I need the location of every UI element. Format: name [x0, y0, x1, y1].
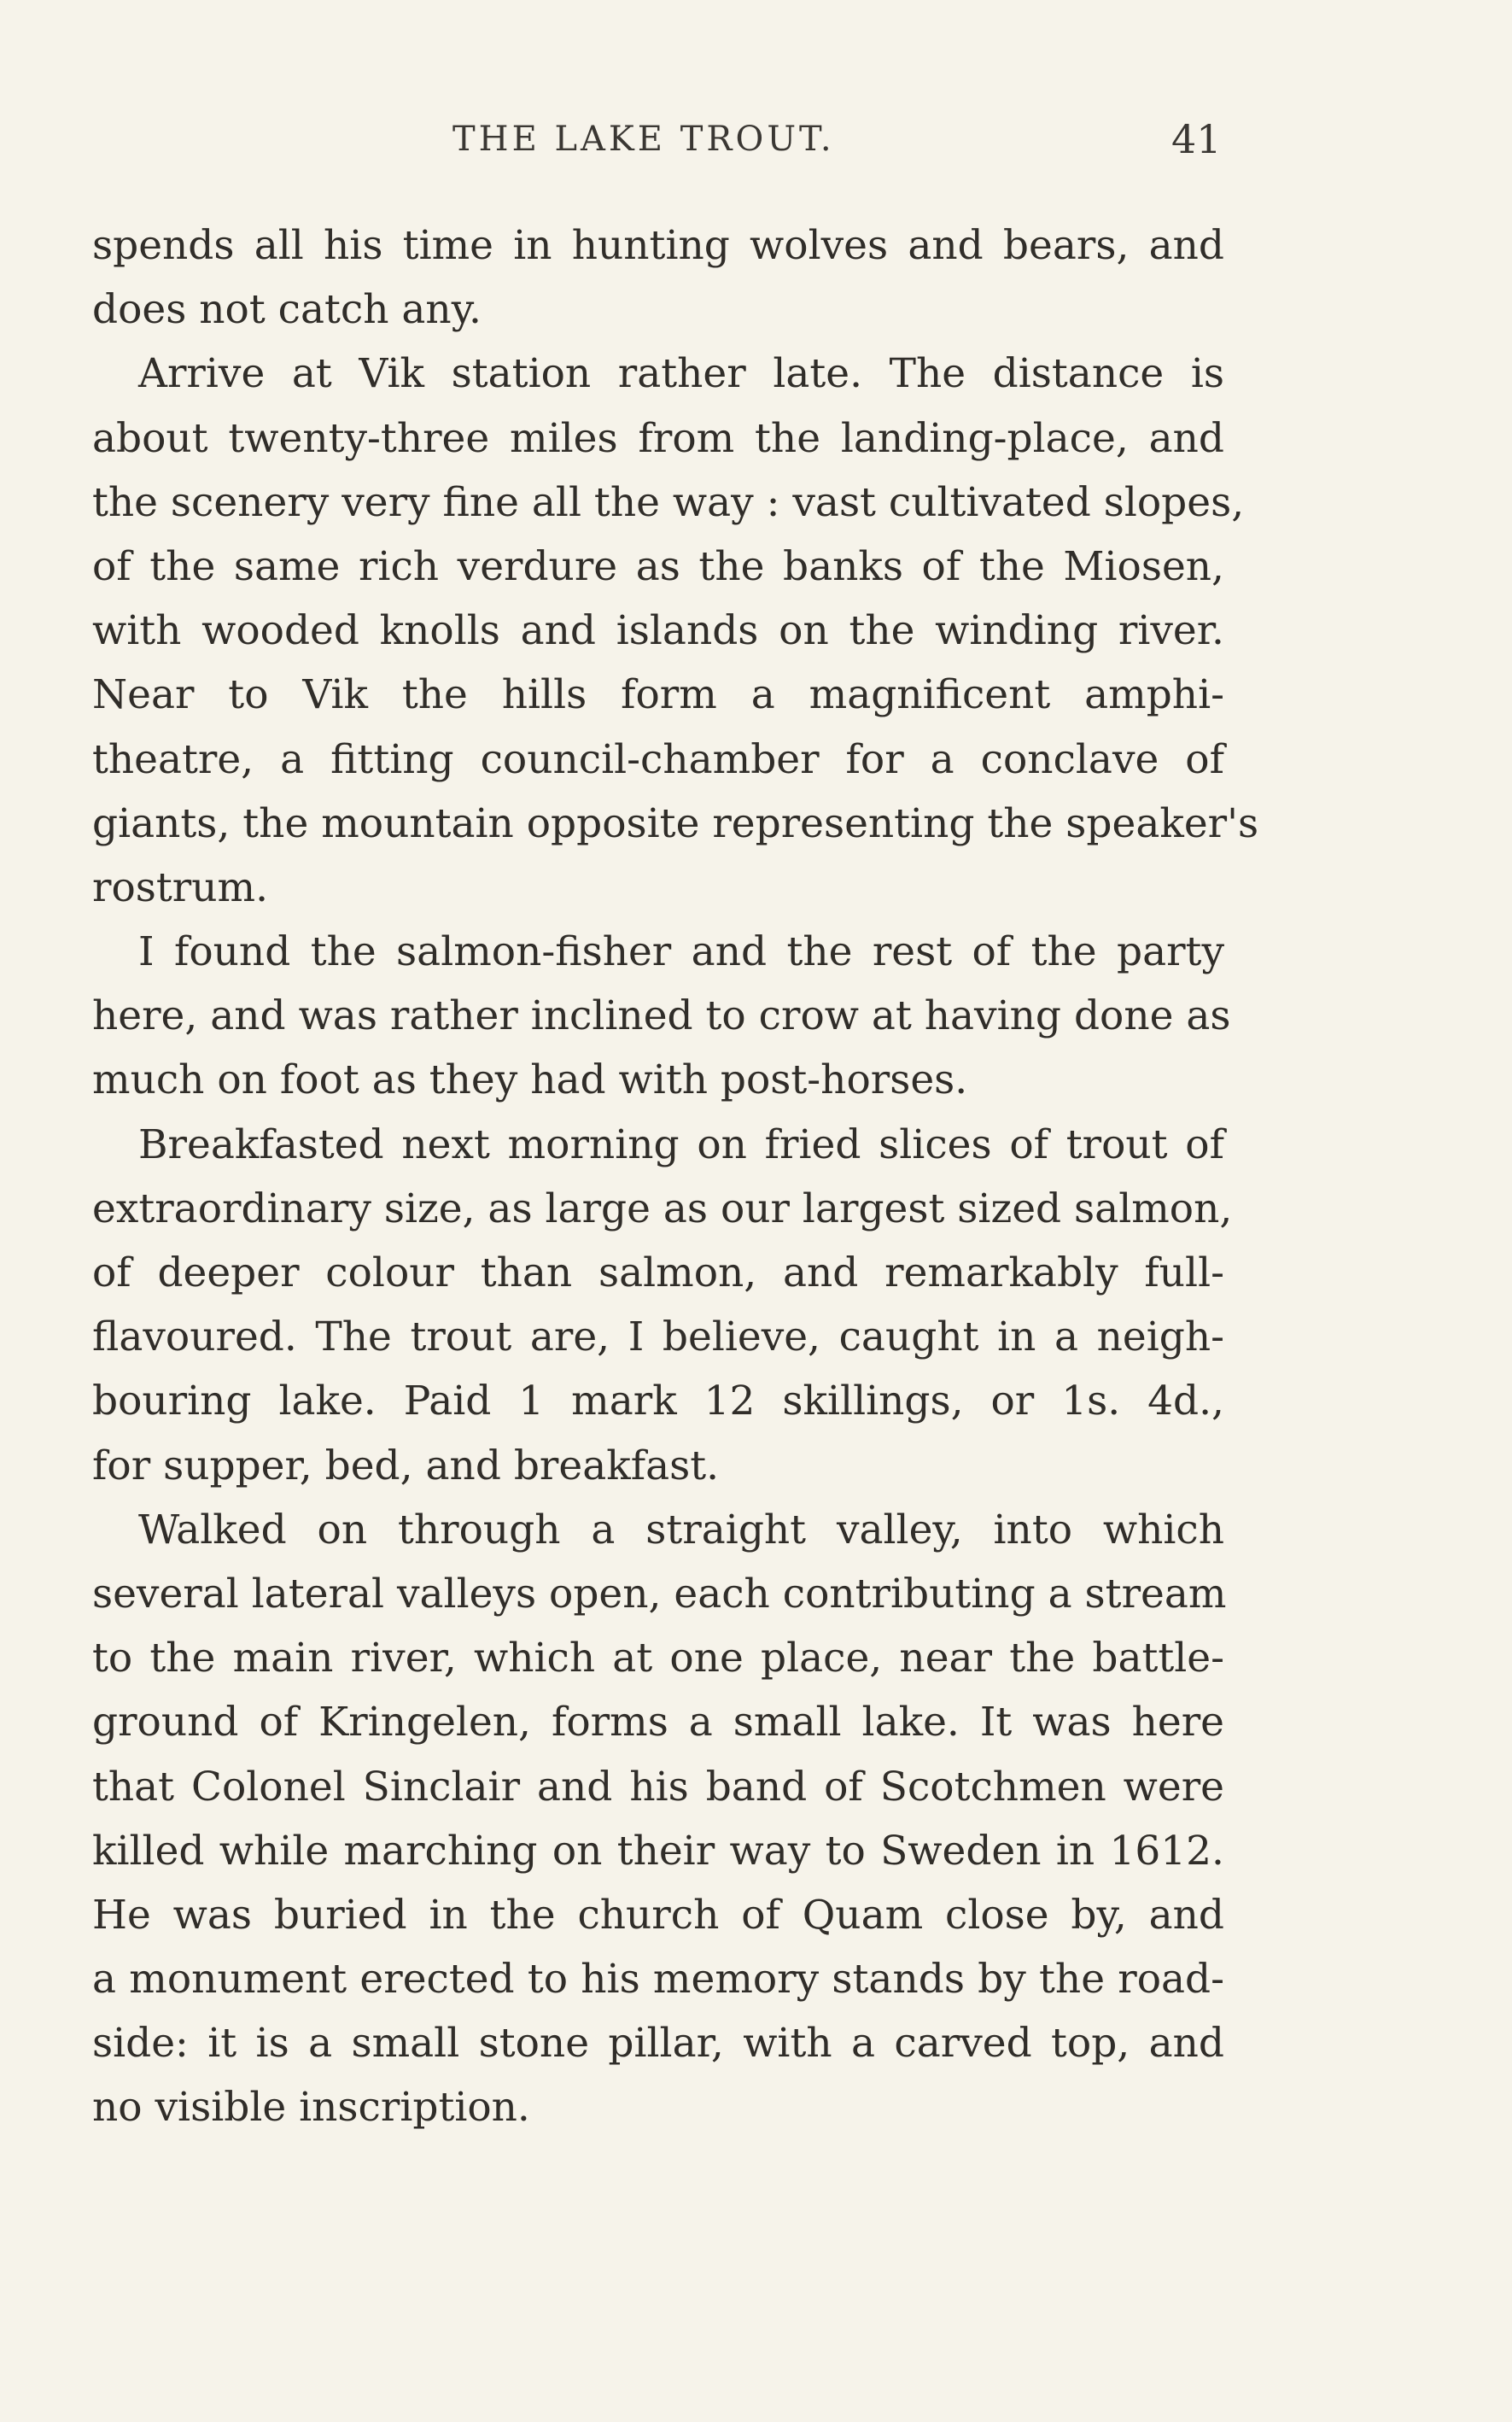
- text-line: killed while marching on their way to Sweden in 1612.: [92, 1827, 1224, 1875]
- text-line: giants, the mountain opposite representing the speaker's: [92, 799, 1259, 847]
- text-line: side: it is a small stone pillar, with a carved top, and: [92, 2020, 1224, 2068]
- page-number: 41: [1171, 116, 1222, 162]
- text-line: Arrive at Vik station rather late. The distance is: [138, 350, 1224, 398]
- text-line: bouring lake. Paid 1 mark 12 skillings, or 1s. 4d.,: [92, 1378, 1224, 1425]
- text-line: a monument erected to his memory stands by the road-: [92, 1956, 1224, 2004]
- text-line: no visible inscription.: [92, 2084, 530, 2132]
- text-line: here, and was rather inclined to crow at having done as: [92, 992, 1231, 1040]
- text-line: Breakfasted next morning on fried slices of trout of: [138, 1120, 1224, 1168]
- text-line: spends all his time in hunting wolves and bears, and: [92, 222, 1224, 269]
- text-line: theatre, a fitting council-chamber for a conclave of: [92, 735, 1224, 783]
- text-line: extraordinary size, as large as our largest sized salmon,: [92, 1185, 1233, 1232]
- text-line: does not catch any.: [92, 286, 482, 334]
- text-line: Near to Vik the hills form a magnificent amphi-: [92, 671, 1224, 719]
- text-line: flavoured. The trout are, I believe, caught in a neigh-: [92, 1313, 1224, 1361]
- text-line: about twenty-three miles from the landing-place, and: [92, 414, 1224, 462]
- body-text: [92, 214, 1259, 2140]
- text-line: He was buried in the church of Quam close by, and: [92, 1891, 1224, 1939]
- text-line: I found the salmon-fisher and the rest of the party: [138, 928, 1224, 976]
- running-title: THE LAKE TROUT.: [452, 120, 835, 159]
- text-line: of the same rich verdure as the banks of the Miosen,: [92, 542, 1224, 590]
- text-line: that Colonel Sinclair and his band of Scotchmen were: [92, 1763, 1224, 1811]
- text-line: rostrum.: [92, 863, 269, 911]
- text-line: to the main river, which at one place, near the battle-: [92, 1635, 1224, 1682]
- text-line: Walked on through a straight valley, into which: [138, 1506, 1224, 1553]
- text-line: for supper, bed, and breakfast.: [92, 1442, 720, 1489]
- text-line: the scenery very fine all the way : vast cultivated slopes,: [92, 478, 1245, 526]
- text-line: much on foot as they had with post-horses.: [92, 1056, 968, 1104]
- text-line: with wooded knolls and islands on the winding river.: [92, 607, 1224, 655]
- text-line: ground of Kringelen, forms a small lake. It was here: [92, 1699, 1224, 1746]
- running-head: [0, 116, 1512, 171]
- text-line: several lateral valleys open, each contributing a stream: [92, 1570, 1227, 1618]
- text-line: of deeper colour than salmon, and remarkably full-: [92, 1249, 1224, 1296]
